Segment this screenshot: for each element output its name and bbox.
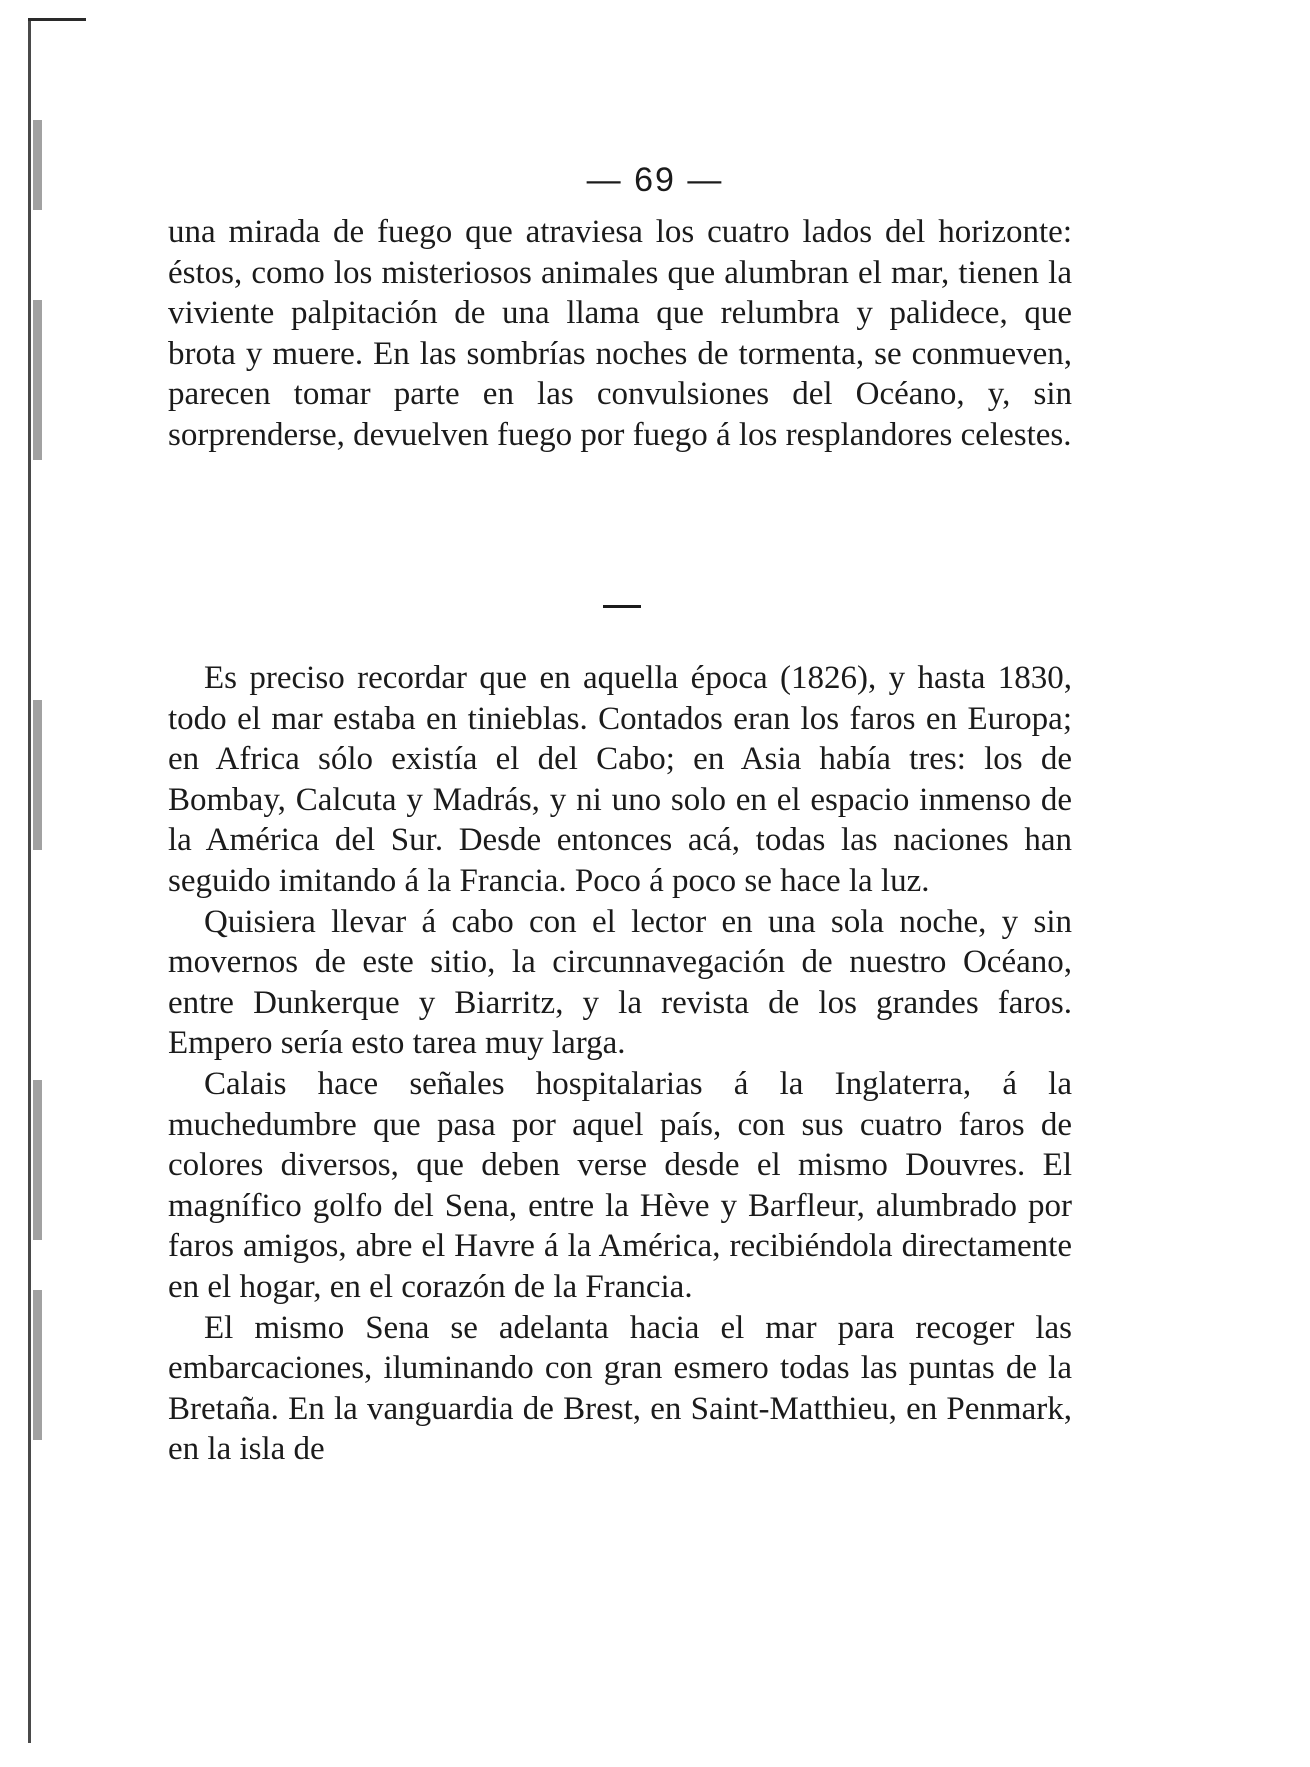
main-text-block xyxy=(168,658,1072,1470)
paragraph-sena-bretana: El mismo Sena se adelanta hacia el mar para recoger las embarcaciones, iluminando con gran esmero todas las puntas de la Bretaña. En la vanguardia de Brest, en Saint-Matthieu, en Penmark, en la isla de xyxy=(168,1309,1072,1468)
binding-shadow-mark xyxy=(33,700,42,850)
paragraph-circumnavigation: Quisiera llevar á cabo con el lector en una sola noche, y sin movernos de este sitio, la circunnavegación de nuestro Océano, entre Dunkerque y Biarritz, y la revista de los grandes faros. Empero sería esto tarea muy larga. xyxy=(168,903,1072,1062)
page-number: — 69 — xyxy=(586,161,724,199)
paragraph-calais: Calais hace señales hospitalarias á la Inglaterra, á la muchedumbre que pasa por aquel país, con sus cuatro faros de colores diversos, que deben verse desde el mismo Douvres. El magnífico golfo del Sena, entre la Hève y Barfleur, alumbrado por faros amigos, abre el Havre á la América, recibiéndola directamente en el hogar, en el corazón de la Francia. xyxy=(168,1065,1072,1305)
binding-shadow-mark xyxy=(33,1080,42,1240)
paragraph-lighthouses-history: Es preciso recordar que en aquella época (1826), y hasta 1830, todo el mar estaba en tinieblas. Contados eran los faros en Europa; en Africa sólo existía el del Cabo; en Asia había tres: los de Bombay, Calcuta y Madrás, y ni uno solo en el espacio inmenso de la América del Sur. Desde entonces acá, todas las naciones han seguido imitando á la Francia. Poco á poco se hace la luz. xyxy=(168,660,1072,899)
continued-text-block xyxy=(168,212,1072,456)
page-binding-edge xyxy=(28,18,31,1743)
binding-shadow-mark xyxy=(33,1290,42,1440)
continued-paragraph: una mirada de fuego que atraviesa los cuatro lados del horizonte: éstos, como los misteriosos animales que alumbran el mar, tienen la viviente palpitación de una llama que relumbra y palidece, que brota y muere. En las sombrías noches de tormenta, se conmueven, parecen tomar parte en las convulsiones del Océano, y, sin sorprenderse, devuelven fuego por fuego á los resplandores celestes. xyxy=(168,214,1072,453)
page-binding-top-edge xyxy=(28,18,86,21)
binding-shadow-mark xyxy=(33,300,42,460)
section-divider xyxy=(603,605,641,608)
